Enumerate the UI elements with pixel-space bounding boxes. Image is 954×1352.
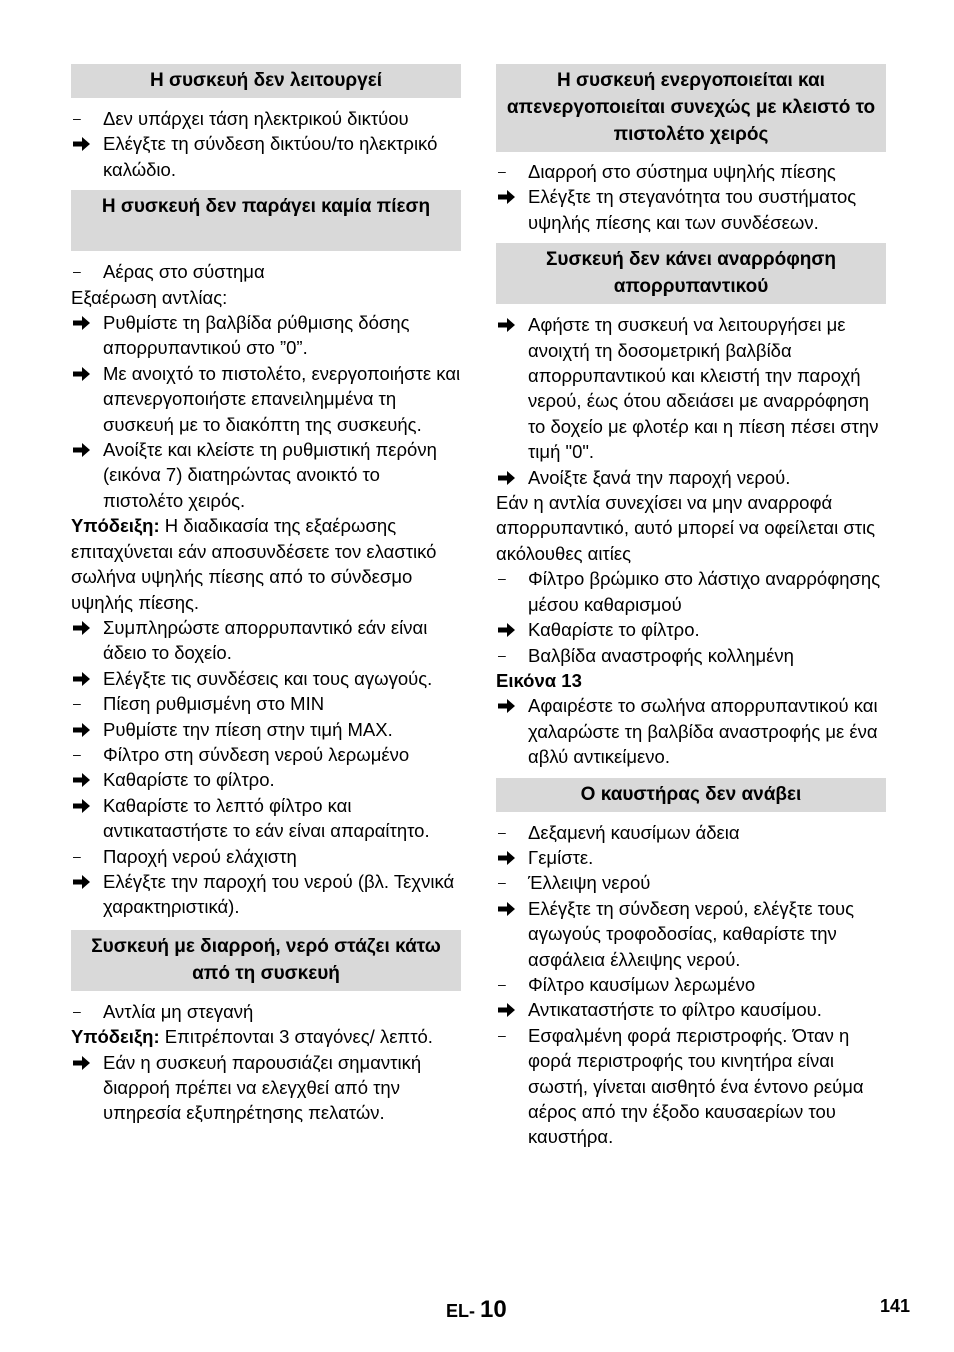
item-text: Ανοίξτε και κλείστε τη ρυθμιστική περόνη (εικόνα 7) διατηρώντας ανοικτό το πιστολέτο χειρός.	[103, 439, 437, 511]
dash-bullet-icon: –	[73, 263, 81, 280]
item-text: Με ανοιχτό το πιστολέτο, ενεργοποιήστε και απενεργοποιήστε επανειλημμένα τη συσκευή με το διακόπτη της συσκευής.	[103, 362, 461, 435]
dash-bullet-icon: –	[498, 1026, 506, 1043]
item-text: Δεξαμενή καυσίμων άδεια	[528, 821, 740, 843]
arrow-right-icon	[73, 361, 99, 381]
action-item	[496, 997, 886, 1022]
arrow-right-icon	[73, 767, 99, 787]
note-paragraph	[71, 513, 461, 615]
action-item	[496, 465, 886, 490]
item-text: Εάν η συσκευή παρουσιάζει σημαντική διαρροή πρέπει να ελεγχθεί από την υπηρεσία εξυπηρέτησης πελατών.	[103, 1051, 422, 1124]
item-text: Ελέγξτε τη στεγανότητα του συστήματος υψηλής πίεσης και των συνδέσεων.	[528, 186, 857, 233]
action-item	[496, 617, 886, 642]
item-text: Αέρας στο σύστημα	[103, 261, 265, 283]
item-text: Φίλτρο καυσίμων λερωμένο	[528, 973, 756, 995]
action-item	[496, 693, 886, 769]
item-text: Αντικαταστήστε το φίλτρο καυσίμου.	[528, 999, 822, 1021]
item-text: Παροχή νερού ελάχιστη	[103, 845, 297, 867]
action-item	[71, 131, 461, 182]
cause-item	[496, 972, 886, 997]
item-text: Συμπληρώστε απορρυπαντικό εάν είναι άδειο το δοχείο.	[103, 616, 428, 664]
item-text: Έλλειψη νερού	[528, 872, 651, 894]
item-text: Αφήστε τη συσκευή να λειτουργήσει με ανοιχτή τη δοσομετρική βαλβίδα απορρυπαντικού και κλειστή την παροχή νερού, έως ότου αδειάσει με αναρρόφηση το δοχείο με φλοτέρ και η πίεση πέσει στην τιμή "0".	[528, 314, 879, 463]
action-item	[496, 896, 886, 972]
arrow-right-icon	[498, 693, 524, 713]
item-text: Δεν υπάρχει τάση ηλεκτρικού δικτύου	[103, 108, 409, 129]
item-text: Αφαιρέστε το σωλήνα απορρυπαντικού και χαλαρώστε τη βαλβίδα αναστροφής με ένα αβλύ αντικείμενο.	[528, 695, 878, 768]
item-text: Καθαρίστε το φίλτρο.	[528, 619, 700, 641]
arrow-right-icon	[498, 184, 524, 204]
note-label: Υπόδειξη:	[71, 1026, 160, 1048]
section-heading: Συσκευή δεν κάνει αναρρόφηση απορρυπαντικού	[496, 243, 886, 304]
arrow-right-icon	[73, 437, 99, 457]
item-text: Ελέγξτε τη σύνδεση δικτύου/το ηλεκτρικό καλώδιο.	[103, 133, 438, 180]
item-text: Ρυθμίστε τη βαλβίδα ρύθμισης δόσης απορρυπαντικού στο ”0”.	[103, 312, 410, 359]
action-item	[71, 1050, 461, 1126]
arrow-right-icon	[498, 465, 524, 485]
item-text: Διαρροή στο σύστημα υψηλής πίεσης	[528, 161, 836, 182]
action-item	[496, 184, 886, 235]
cause-item	[71, 742, 461, 767]
dash-bullet-icon: –	[73, 695, 81, 712]
section-heading: Συσκευή με διαρροή, νερό στάζει κάτω από τη συσκευή	[71, 930, 461, 991]
cause-item	[71, 106, 461, 131]
action-item	[71, 793, 461, 844]
body-text: Εξαέρωση αντλίας:	[71, 286, 228, 308]
item-text: Βαλβίδα αναστροφής κολλημένη	[528, 644, 794, 666]
item-text: Φίλτρο βρώμικο στο λάστιχο αναρρόφησης μέσου καθαρισμού	[528, 568, 881, 615]
section-heading: Η συσκευή δεν παράγει καμία πίεση	[71, 190, 461, 251]
cause-item	[496, 820, 886, 845]
cause-item	[71, 999, 461, 1024]
dash-bullet-icon: –	[498, 570, 506, 587]
section-heading: Η συσκευή δεν λειτουργεί	[71, 64, 461, 98]
arrow-right-icon	[73, 717, 99, 737]
cause-item	[71, 844, 461, 869]
figure-reference: Εικόνα 13	[496, 669, 582, 691]
cause-item	[496, 1023, 886, 1150]
note-text: Η διαδικασία της εξαέρωσης επιταχύνεται εάν αποσυνδέσετε τον ελαστικό σωλήνα υψηλής πίεσης από το σύνδεσμο υψηλής πίεσης.	[71, 515, 437, 613]
arrow-right-icon	[498, 896, 524, 916]
action-item	[71, 767, 461, 792]
item-text: Ανοίξτε ξανά την παροχή νερού.	[528, 466, 791, 488]
right-column	[496, 64, 886, 1150]
arrow-right-icon	[498, 997, 524, 1017]
arrow-right-icon	[498, 312, 524, 332]
arrow-right-icon	[73, 666, 99, 686]
item-text: Ελέγξτε την παροχή του νερού (βλ. Τεχνικά χαρακτηριστικά).	[103, 870, 455, 918]
item-text: Εσφαλμένη φορά περιστροφής. Όταν η φορά περιστροφής του κινητήρα είναι σωστή, γίνεται αισθητό ένα έντονο ρεύμα αέρος από την έξοδο καυσαερίων του καυστήρα.	[528, 1024, 864, 1148]
arrow-right-icon	[498, 845, 524, 865]
arrow-right-icon	[73, 793, 99, 813]
arrow-right-icon	[73, 615, 99, 635]
cause-item	[496, 870, 886, 895]
section-heading: Ο καυστήρας δεν ανάβει	[496, 778, 886, 812]
action-item	[496, 845, 886, 870]
left-column	[71, 64, 461, 1126]
dash-bullet-icon: –	[498, 646, 506, 663]
cause-item	[496, 643, 886, 668]
item-text: Ελέγξτε τις συνδέσεις και τους αγωγούς.	[103, 667, 433, 689]
arrow-right-icon	[73, 869, 99, 889]
action-item	[71, 717, 461, 742]
section-heading: Η συσκευή ενεργοποιείται και απενεργοποιείται συνεχώς με κλειστό το πιστολέτο χειρός	[496, 64, 886, 152]
footer-local-page: 10	[480, 1296, 507, 1323]
action-item	[496, 312, 886, 464]
dash-bullet-icon: –	[498, 823, 506, 840]
cause-item	[496, 159, 886, 184]
footer-section-label	[446, 1296, 507, 1324]
cause-item	[71, 691, 461, 716]
item-text: Καθαρίστε το λεπτό φίλτρο και αντικαταστήστε το εάν είναι απαραίτητο.	[103, 794, 430, 842]
cause-item	[71, 259, 461, 284]
action-item	[71, 310, 461, 361]
action-item	[71, 361, 461, 437]
arrow-right-icon	[498, 617, 524, 637]
action-item	[71, 869, 461, 920]
item-text: Ρυθμίστε την πίεση στην τιμή MAX.	[103, 718, 393, 740]
arrow-right-icon	[73, 1050, 99, 1070]
action-item	[71, 666, 461, 691]
page-number: 141	[880, 1296, 911, 1316]
note-paragraph	[71, 1024, 461, 1049]
item-text: Φίλτρο στη σύνδεση νερού λερωμένο	[103, 743, 410, 765]
arrow-right-icon	[73, 310, 99, 330]
dash-bullet-icon: –	[498, 975, 506, 992]
note-text: Επιτρέπονται 3 σταγόνες/ λεπτό.	[159, 1026, 433, 1048]
dash-bullet-icon: –	[73, 1002, 81, 1019]
item-text: Αντλία μη στεγανή	[103, 1000, 254, 1022]
action-item	[71, 615, 461, 666]
note-label: Υπόδειξη:	[71, 515, 160, 537]
dash-bullet-icon: –	[73, 110, 81, 126]
cause-item	[496, 566, 886, 617]
action-item	[71, 437, 461, 513]
dash-bullet-icon: –	[498, 163, 506, 179]
dash-bullet-icon: –	[73, 847, 81, 864]
body-text: Εάν η αντλία συνεχίσει να μην αναρροφά απορρυπαντικό, αυτό μπορεί να οφείλεται στις ακόλουθες αιτίες	[496, 492, 876, 564]
arrow-right-icon	[73, 131, 99, 151]
item-text: Καθαρίστε το φίλτρο.	[103, 769, 275, 791]
dash-bullet-icon: –	[498, 874, 506, 891]
item-text: Ελέγξτε τη σύνδεση νερού, ελέγξτε τους αγωγούς τροφοδοσίας, καθαρίστε την ασφάλεια έλλειψης νερού.	[528, 897, 855, 970]
item-text: Γεμίστε.	[528, 846, 594, 868]
dash-bullet-icon: –	[73, 745, 81, 762]
footer-language: EL-	[446, 1301, 475, 1321]
item-text: Πίεση ρυθμισμένη στο MIN	[103, 693, 325, 715]
